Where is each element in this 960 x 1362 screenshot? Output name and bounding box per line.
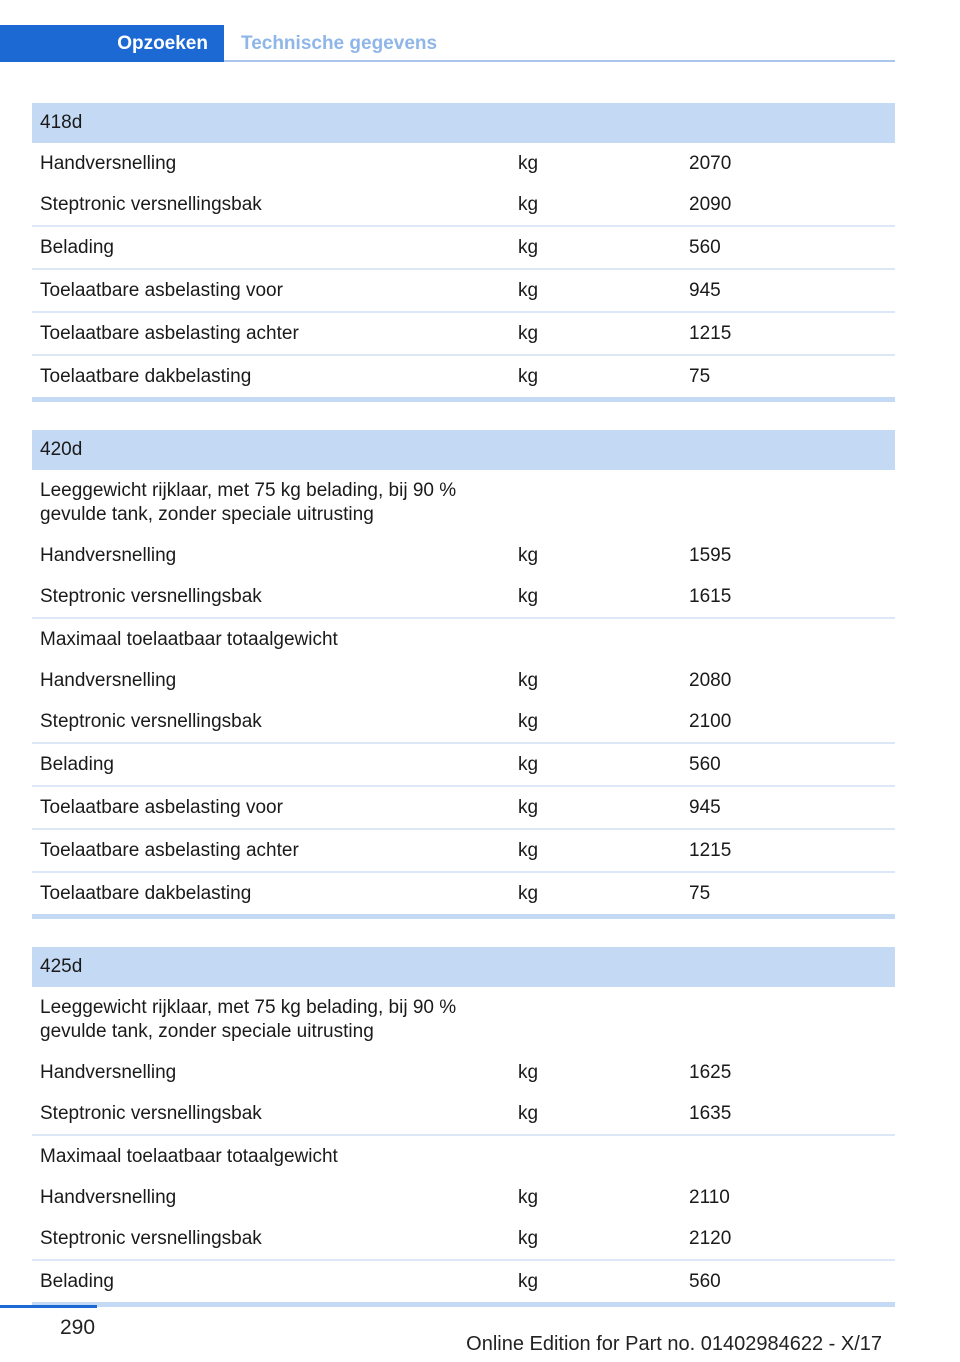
table-end-rule [32,914,895,919]
table-row [32,1261,895,1302]
row-label: Leeggewicht rijklaar, met 75 kg belading, bij 90 % gevulde tank, zonder speciale uitrusting [40,480,457,525]
row-label: Belading [40,754,114,775]
top-navigation [0,0,960,62]
row-label: Handversnelling [40,545,177,566]
row-value: 560 [689,1271,721,1292]
row-unit: kg [518,1103,539,1124]
table-row [32,1052,895,1093]
table-row [32,1093,895,1136]
row-value: 2120 [689,1228,732,1249]
row-value: 1215 [689,323,732,344]
row-value [681,1136,895,1177]
table-row [32,787,895,830]
section-title[interactable] [241,25,437,62]
row-label: Toelaatbare dakbelasting [40,883,252,904]
row-value: 1625 [689,1062,732,1083]
row-unit: kg [518,366,539,387]
row-unit: kg [518,237,539,258]
row-label: Maximaal toelaatbaar totaalgewicht [40,1146,338,1167]
row-value: 2110 [689,1187,730,1208]
row-value: 2090 [689,194,732,215]
table-row [32,619,895,660]
row-label: Handversnelling [40,670,177,691]
table-row [32,701,895,744]
table-heading: 420d [32,430,895,470]
row-value: 945 [689,797,721,818]
row-label: Maximaal toelaatbaar totaalgewicht [40,629,338,650]
spec-table-418d [32,103,895,402]
spec-table-425d [32,947,895,1307]
table-row [32,535,895,576]
row-value: 560 [689,754,721,775]
table-row [32,143,895,184]
row-unit: kg [518,586,539,607]
row-label: Leeggewicht rijklaar, met 75 kg belading, bij 90 % gevulde tank, zonder speciale uitrusting [40,997,457,1042]
row-label: Handversnelling [40,1062,177,1083]
row-value [681,619,895,660]
row-label: Steptronic versnellingsbak [40,1228,262,1249]
section-title-label: Technische gegevens [241,32,438,54]
row-unit [510,619,681,660]
header-divider [224,60,895,62]
row-unit: kg [518,840,539,861]
table-row [32,660,895,701]
row-value: 75 [689,883,711,904]
row-unit: kg [518,711,539,732]
row-unit: kg [518,1271,539,1292]
table-row [32,227,895,270]
row-unit: kg [518,1228,539,1249]
row-label: Toelaatbare asbelasting voor [40,797,283,818]
table-end-rule [32,397,895,402]
row-label: Steptronic versnellingsbak [40,1103,262,1124]
row-value: 560 [689,237,721,258]
table-end-rule [32,1302,895,1307]
table-row [32,184,895,227]
row-unit [510,470,681,535]
row-unit: kg [518,545,539,566]
row-label: Toelaatbare dakbelasting [40,366,252,387]
row-unit: kg [518,1187,539,1208]
row-unit: kg [518,754,539,775]
spec-table-420d [32,430,895,919]
table-row [32,987,895,1052]
table-row [32,1136,895,1177]
page-number: 290 [60,1316,96,1339]
table-row [32,830,895,873]
row-value: 75 [689,366,711,387]
row-value: 2070 [689,153,732,174]
table-row [32,1177,895,1218]
row-label: Toelaatbare asbelasting achter [40,323,299,344]
row-value: 1635 [689,1103,732,1124]
row-label: Steptronic versnellingsbak [40,586,262,607]
row-unit: kg [518,797,539,818]
footer-accent-line [0,1305,97,1308]
table-heading: 418d [32,103,895,143]
row-value: 1215 [689,840,732,861]
row-label: Steptronic versnellingsbak [40,194,262,215]
table-row [32,356,895,397]
row-label: Belading [40,237,114,258]
table-row [32,270,895,313]
row-unit: kg [518,323,539,344]
row-label: Handversnelling [40,153,177,174]
table-row [32,576,895,619]
table-row [32,470,895,535]
row-unit: kg [518,670,539,691]
row-value: 2080 [689,670,732,691]
row-unit: kg [518,153,539,174]
tab-opzoeken-label: Opzoeken [117,32,208,54]
row-unit [510,987,681,1052]
row-label: Toelaatbare asbelasting achter [40,840,299,861]
row-value: 2100 [689,711,732,732]
row-unit: kg [518,883,539,904]
row-label: Steptronic versnellingsbak [40,711,262,732]
table-row [32,313,895,356]
edition-note: Online Edition for Part no. 01402984622 - X/17 [466,1333,882,1355]
table-row [32,1218,895,1261]
row-label: Toelaatbare asbelasting voor [40,280,283,301]
tab-opzoeken[interactable] [0,25,224,62]
row-unit: kg [518,194,539,215]
row-value: 1615 [689,586,732,607]
table-row [32,744,895,787]
row-unit: kg [518,1062,539,1083]
row-value: 1595 [689,545,732,566]
row-label: Belading [40,1271,114,1292]
row-value [681,470,895,535]
row-unit [510,1136,681,1177]
row-unit: kg [518,280,539,301]
spec-tables [32,103,895,1335]
table-row [32,873,895,914]
table-heading: 425d [32,947,895,987]
row-value [681,987,895,1052]
row-value: 945 [689,280,721,301]
row-label: Handversnelling [40,1187,177,1208]
